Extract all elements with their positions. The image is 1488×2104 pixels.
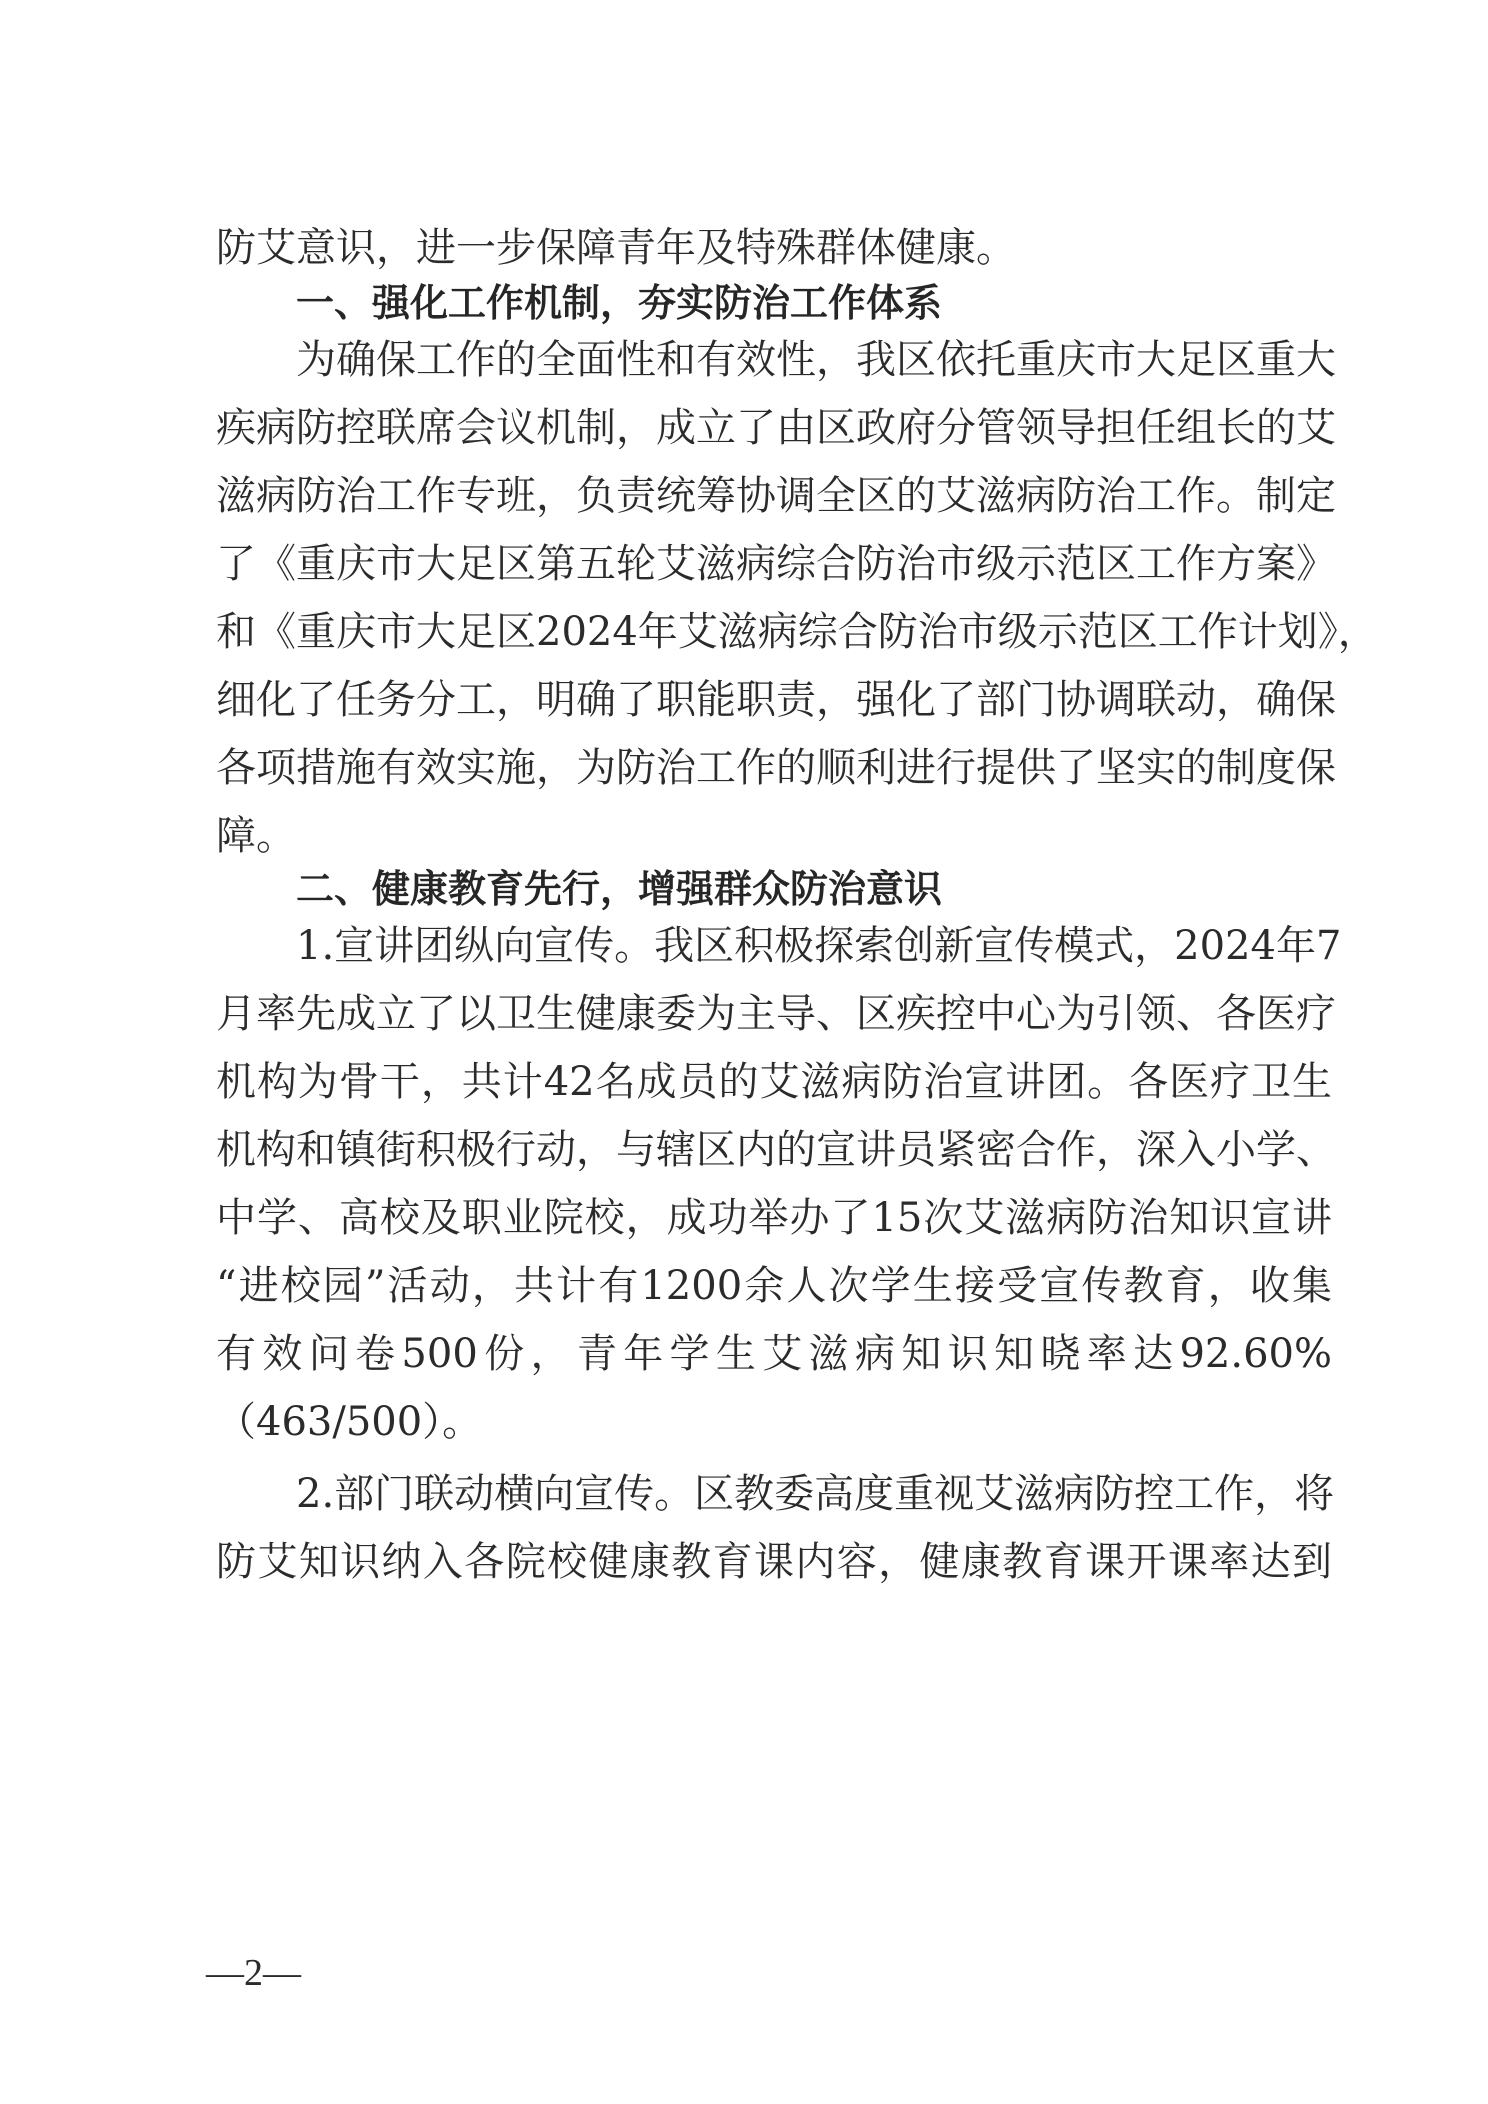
- paragraph-line: 防艾意识，进一步保障青年及特殊群体健康。: [216, 225, 1016, 271]
- paragraph-line: 月率先成立了以卫生健康委为主导、区疾控中心为引领、各医疗: [216, 991, 1336, 1037]
- paragraph-line: 有效问卷500份，青年学生艾滋病知识知晓率达92.60%: [216, 1331, 1332, 1377]
- paragraph-line: 疾病防控联席会议机制，成立了由区政府分管领导担任组长的艾: [216, 405, 1336, 451]
- paragraph-line: 机构为骨干，共计42名成员的艾滋病防治宣讲团。各医疗卫生: [216, 1059, 1332, 1105]
- paragraph-line: 1.宣讲团纵向宣传。我区积极探索创新宣传模式，2024年7: [296, 923, 1342, 969]
- paragraph-line: 防艾知识纳入各院校健康教育课内容，健康教育课开课率达到: [216, 1539, 1332, 1585]
- paragraph-line: 2.部门联动横向宣传。区教委高度重视艾滋病防控工作，将: [296, 1471, 1335, 1517]
- paragraph-line: 细化了任务分工，明确了职能职责，强化了部门协调联动，确保: [216, 677, 1336, 723]
- section-heading: 二、健康教育先行，增强群众防治意识: [296, 867, 943, 911]
- paragraph-line: 了《重庆市大足区第五轮艾滋病综合防治市级示范区工作方案》: [216, 541, 1336, 587]
- paragraph-line: 滋病防治工作专班，负责统筹协调全区的艾滋病防治工作。制定: [216, 473, 1336, 519]
- paragraph-line: 为确保工作的全面性和有效性，我区依托重庆市大足区重大: [296, 337, 1336, 383]
- paragraph-line: “进校园”活动，共计有1200余人次学生接受宣传教育，收集: [216, 1263, 1332, 1309]
- page-number: —2—: [206, 1952, 301, 1994]
- paragraph-line: （463/500）。: [216, 1399, 483, 1445]
- paragraph-line: 机构和镇街积极行动，与辖区内的宣讲员紧密合作，深入小学、: [216, 1127, 1336, 1173]
- paragraph-line: 障。: [216, 813, 296, 859]
- paragraph-line: 各项措施有效实施，为防治工作的顺利进行提供了坚实的制度保: [216, 745, 1336, 791]
- paragraph-line: 中学、高校及职业院校，成功举办了15次艾滋病防治知识宣讲: [216, 1195, 1332, 1241]
- paragraph-line: 和《重庆市大足区2024年艾滋病综合防治市级示范区工作计划》，: [216, 609, 1378, 655]
- section-heading: 一、强化工作机制，夯实防治工作体系: [296, 281, 943, 325]
